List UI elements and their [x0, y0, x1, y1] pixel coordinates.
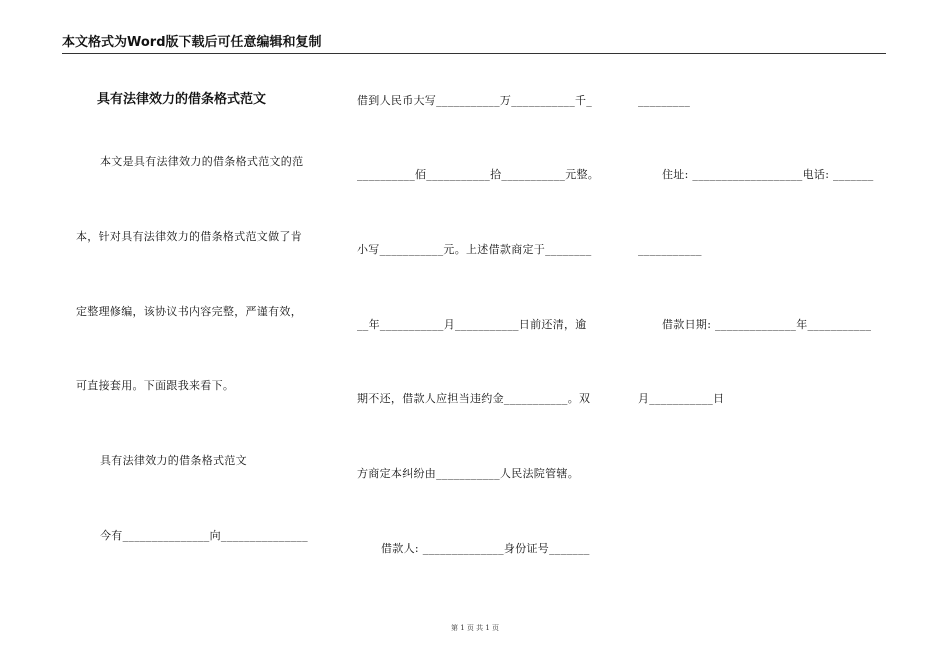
- right-line-1: _________: [638, 94, 691, 107]
- middle-line-5: 期不还，借款人应担当违约金___________。双: [357, 392, 591, 405]
- left-paragraph-line-5: 今有_______________向_______________: [100, 529, 308, 542]
- right-line-2: 住址: ___________________电话: _______: [662, 168, 874, 181]
- middle-line-7: 借款人: ______________身份证号_______: [381, 542, 590, 555]
- left-paragraph-line-3: 定整理修编，该协议书内容完整，严谨有效，: [76, 305, 302, 318]
- right-line-5: 月___________日: [638, 392, 725, 405]
- middle-line-1: 借到人民币大写___________万___________千_: [357, 94, 593, 107]
- left-paragraph-line-4: 可直接套用。下面跟我来看下。: [76, 379, 235, 392]
- middle-line-4: __年___________月___________日前还清，逾: [357, 318, 587, 331]
- page-number-footer: 第 1 页 共 1 页: [450, 624, 500, 632]
- right-line-3: ___________: [638, 243, 702, 256]
- left-subtitle: 具有法律效力的借条格式范文: [100, 454, 247, 467]
- document-title: 具有法律效力的借条格式范文: [97, 92, 267, 107]
- middle-line-6: 方商定本纠纷由___________人民法院管辖。: [357, 467, 579, 480]
- middle-line-3: 小写___________元。上述借款商定于________: [357, 243, 592, 256]
- left-paragraph-line-2: 本，针对具有法律效力的借条格式范文做了肯: [76, 230, 302, 243]
- left-paragraph-line-1: 本文是具有法律效力的借条格式范文的范: [100, 155, 304, 168]
- document-header-banner: 本文格式为Word版下载后可任意编辑和复制: [62, 35, 322, 50]
- right-line-4: 借款日期: ______________年___________: [662, 318, 872, 331]
- header-divider: [62, 53, 886, 54]
- middle-line-2: __________佰___________拾___________元整。: [357, 168, 600, 181]
